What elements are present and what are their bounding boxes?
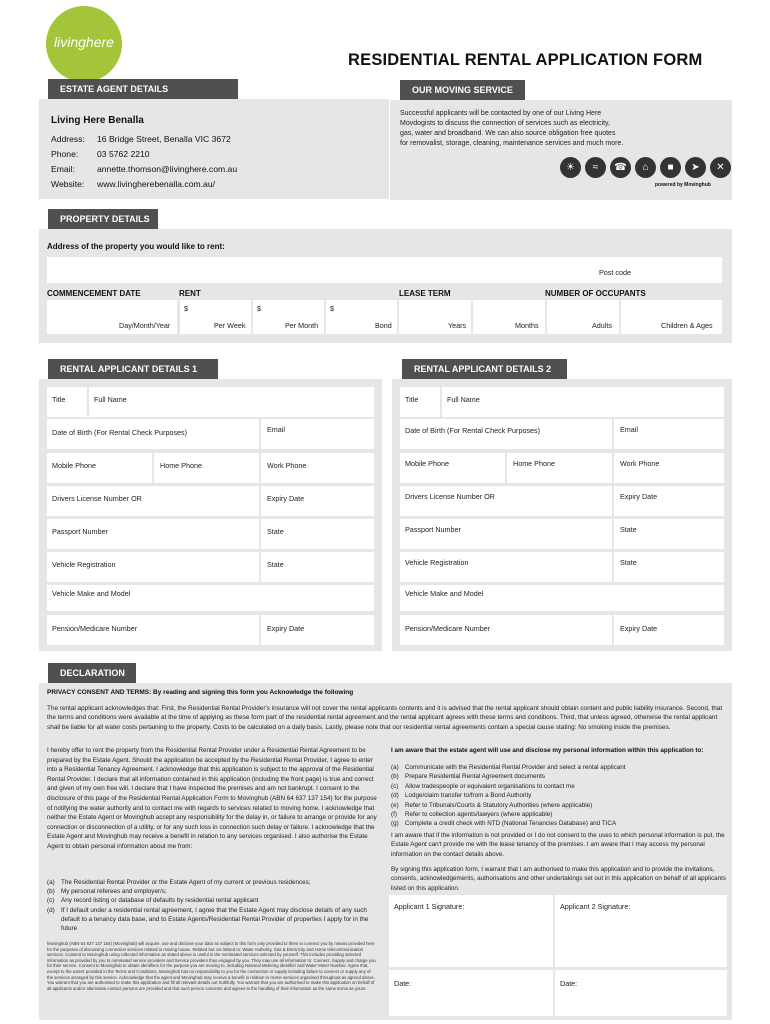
list-item: (b) My personal referees and employer/s; — [47, 888, 167, 896]
a1-title-label: Title — [52, 395, 66, 404]
declaration-panel — [39, 683, 732, 1020]
a2-mobile-label: Mobile Phone — [405, 459, 449, 468]
page-title: RESIDENTIAL RENTAL APPLICATION FORM — [348, 51, 703, 69]
moving-line-3: gas, water and broadband. We can also source obligation free quotes — [400, 130, 616, 137]
a2-work-label: Work Phone — [620, 459, 660, 468]
commencement-date-header: COMMENCEMENT DATE — [47, 289, 141, 298]
agent-name: Living Here Benalla — [51, 115, 144, 126]
a2-title-label: Title — [405, 395, 419, 404]
estate-agent-panel — [39, 99, 389, 199]
a1-license-label: Drivers License Number OR — [52, 494, 142, 503]
moving-line-1: Successful applicants will be contacted by one of our Living Here — [400, 110, 602, 117]
a2-home-label: Home Phone — [513, 459, 555, 468]
aware-heading: I am aware that the estate agent will use and disclose my personal information within this application to: — [391, 747, 704, 754]
a2-mobile-input[interactable] — [400, 453, 505, 483]
list-item: (f) Refer to collection agents/lawyers (where applicable) — [391, 811, 553, 819]
rent-header: RENT — [179, 289, 201, 298]
moving-service-panel — [390, 100, 732, 200]
applicant-1-tab: RENTAL APPLICANT DETAILS 1 — [48, 359, 218, 379]
agent-email[interactable]: annette.thomson@livinghere.com.au — [97, 164, 238, 174]
per-month-label: Per Month — [285, 321, 319, 330]
agent-email-label: Email: — [51, 164, 75, 174]
a2-license-input[interactable] — [400, 486, 612, 516]
a1-full-name-input[interactable] — [89, 387, 374, 417]
children-ages-label: Children & Ages — [661, 321, 713, 330]
aware-para: I am aware that if the information is not provided or I do not consent to the uses to which personal information is put, the Estate Agent can't provide me with the lease tenancy of the premises. I am aware that I may access my personal information on the contact details above. — [391, 832, 725, 858]
a2-pension-label: Pension/Medicare Number — [405, 624, 491, 633]
bond-label: Bond — [375, 321, 392, 330]
agent-website[interactable]: www.livingherebenalla.com.au/ — [97, 179, 215, 189]
applicant-2-date-field[interactable] — [555, 970, 727, 1016]
a2-passport-label: Passport Number — [405, 525, 461, 534]
list-item: (c) Allow tradespeople or equivalent organisations to contact me — [391, 782, 575, 790]
applicant-1-date-label: Date: — [394, 979, 412, 988]
postcode-label: Post code — [599, 268, 631, 277]
agent-website-label: Website: — [51, 179, 85, 189]
a2-full-name-input[interactable] — [442, 387, 724, 417]
home-icon: ⌂ — [635, 157, 656, 178]
a1-email-input[interactable] — [261, 419, 374, 449]
arrow-icon: ➤ — [685, 157, 706, 178]
list-item: (d) Lodge/claim transfer to/from a Bond Authority — [391, 792, 532, 800]
applicant-1-signature-label: Applicant 1 Signature: — [394, 902, 465, 911]
declaration-tab: DECLARATION — [48, 663, 136, 683]
agent-address-label: Address: — [51, 134, 85, 144]
estate-agent-tab: ESTATE AGENT DETAILS — [48, 79, 238, 99]
a1-license-expiry-label: Expiry Date — [267, 494, 305, 503]
privacy-heading: PRIVACY CONSENT AND TERMS: By reading and signing this form you Acknowledge the following — [47, 689, 354, 696]
lock-icon: ■ — [660, 157, 681, 178]
a2-pension-expiry-label: Expiry Date — [620, 624, 658, 633]
a1-pension-label: Pension/Medicare Number — [52, 624, 138, 633]
declaration-left-para: I hereby offer to rent the property from the Residential Rental Provider under a Residential Rental Agreement to be prepared by the Estate Agent. Should the application be accepted by the Residential Rental Provider, I agree to enter into a Residential Tenancy Agreement. I acknowledge that this application is subject to the approval of the Residential Rental Provider. I declare that all information contained in this application (including the front page) is true and correct and given of my own free will. I declare that I have inspected the premises and am not bankrupt. I consent to the disclosure of this page of the Residential Rental Application Form to Movinghub (ABN 64 637 137 154) for the purpose of notifying the water authority and to contact me with regards to services related to moving home. I acknowledge that neither the Estate Agent or Movinghub accept any responsibility for the delay in, or failure to arrange or provide for any connection or disconnection of a utility, or for any such loss in connection such delay or failure. I acknowledge that the Estate Agent and Movinghub may receive a benefit in relation to any services organised. I also authorise the Estate Agent to obtain personal information about me from: — [47, 747, 377, 850]
bulb-icon: ☀ — [560, 157, 581, 178]
list-item: (d) If I default under a residential rental agreement, I agree that the Estate Agent may disclose details of any such default to a tenancy data base, and to Estate Agents/Residential Rental Provider of properties I apply for in the future — [47, 906, 369, 933]
applicant-2-panel — [392, 379, 732, 651]
list-item: (b) Prepare Residential Rental Agreement documents — [391, 773, 546, 781]
a1-passport-label: Passport Number — [52, 527, 108, 536]
a2-vehicle-state-label: State — [620, 558, 637, 567]
agent-address: 16 Bridge Street, Benalla VIC 3672 — [97, 134, 231, 144]
a1-work-label: Work Phone — [267, 461, 307, 470]
a1-state-label: State — [267, 527, 284, 536]
a2-state-input[interactable] — [614, 519, 724, 549]
movinghub-fine-print: Movinghub (ABN 64 637 137 154) (Movinghub) will acquire, use and disclose your data as subject to this form only provided to them to connect you by means provided here for the purposes of discussing connection services related to moving house. Related but not limited to: Water Authority, Gas & Electricity and Home telecommunication services. Consent to Movinghub using collected information as stated above is useful in the nominated services selected by yourself. This includes providing selected information as provided by you to nominated service providers and Service providers thus engaged by you. They may use all information to: Connect, Supply and charge you for their service. Consent to Movinghub to obtain identifiers for the purpose you are moving to, including National Metering identifier and Water Meter Number. Agree that, except to the extent provided in the Terms and Conditions, Movinghub has no responsibility to you for the connection or supply including failure to connect or supply any of the services arranged by this service. Acknowledge that the agent and Movinghub may receive a benefit in relation to Home services organised throughout as agreed above. You warrant that you are authorised to make this application and fill all relevant details out truthfully. You warrant that you are authorised to make this application on behalf of all applicants and/or alternative contact persons are provided and that such person consents and agrees to the handling of their information as the same terms as yours. — [47, 941, 376, 991]
list-item: (e) Refer to Tribunals/Courts & Statutory Authorities (where applicable) — [391, 801, 593, 809]
a2-full-name-label: Full Name — [447, 395, 480, 404]
a2-email-label: Email — [620, 425, 638, 434]
wifi-icon: ≈ — [585, 157, 606, 178]
list-item: (g) Complete a credit check with NTD (National Tenancies Database) and TICA — [391, 820, 617, 828]
currency-bond: $ — [330, 304, 334, 313]
a1-dob-label: Date of Birth (For Rental Check Purposes) — [52, 428, 188, 437]
phone-icon: ☎ — [610, 157, 631, 178]
currency-month: $ — [257, 304, 261, 313]
day-month-year-label: Day/Month/Year — [119, 321, 171, 330]
years-label: Years — [448, 321, 467, 330]
agent-phone: 03 5762 2210 — [97, 149, 150, 159]
a1-home-label: Home Phone — [160, 461, 202, 470]
list-item: (a) Communicate with the Residential Rental Provider and select a rental applicant — [391, 764, 626, 771]
address-label: Address of the property you would like to rent: — [47, 242, 225, 251]
a2-home-input[interactable] — [507, 453, 612, 483]
declaration-right-list — [391, 763, 727, 829]
property-details-tab: PROPERTY DETAILS — [48, 209, 158, 229]
moving-line-2: Movdogists to discuss the connection of services such as electricity, — [400, 120, 610, 127]
applicant-2-tab: RENTAL APPLICANT DETAILS 2 — [402, 359, 567, 379]
adults-label: Adults — [592, 321, 612, 330]
powered-by-movinghub: powered by Movinghub — [655, 182, 711, 188]
list-item: (a) The Residential Rental Provider or the Estate Agent of my current or previous residences; — [47, 879, 311, 886]
tools-icon: ✕ — [710, 157, 731, 178]
per-week-label: Per Week — [214, 321, 246, 330]
a1-mobile-label: Mobile Phone — [52, 461, 96, 470]
a2-dob-label: Date of Birth (For Rental Check Purposes) — [405, 426, 541, 435]
a2-license-label: Drivers License Number OR — [405, 492, 495, 501]
a2-vehicle-state-input[interactable] — [614, 552, 724, 582]
a1-vehicle-reg-label: Vehicle Registration — [52, 560, 116, 569]
months-label: Months — [515, 321, 539, 330]
applicant-1-panel — [39, 379, 382, 651]
a2-license-expiry-input[interactable] — [614, 486, 724, 516]
applicant-2-signature-label: Applicant 2 Signature: — [560, 902, 631, 911]
a1-vehicle-make-label: Vehicle Make and Model — [52, 589, 131, 598]
moving-service-tab: OUR MOVING SERVICE — [400, 80, 525, 100]
a2-license-expiry-label: Expiry Date — [620, 492, 658, 501]
a1-pension-expiry-label: Expiry Date — [267, 624, 305, 633]
declaration-left-list — [47, 878, 377, 933]
list-item: (c) Any record listing or database of defaults by residential rental applicant — [47, 897, 259, 905]
applicant-2-date-label: Date: — [560, 979, 578, 988]
lease-term-header: LEASE TERM — [399, 289, 451, 298]
occupants-header: NUMBER OF OCCUPANTS — [545, 289, 646, 298]
a2-vehicle-make-label: Vehicle Make and Model — [405, 589, 484, 598]
a2-passport-input[interactable] — [400, 519, 612, 549]
currency-week: $ — [184, 304, 188, 313]
a2-work-input[interactable] — [614, 453, 724, 483]
a1-full-name-label: Full Name — [94, 395, 127, 404]
a2-state-label: State — [620, 525, 637, 534]
a2-vehicle-reg-input[interactable] — [400, 552, 612, 582]
moving-line-4: for removalist, storage, cleaning, maintenance services and much more. — [400, 140, 624, 147]
a1-email-label: Email — [267, 425, 285, 434]
applicant-1-date-field[interactable] — [389, 970, 553, 1016]
a2-vehicle-reg-label: Vehicle Registration — [405, 558, 469, 567]
agent-phone-label: Phone: — [51, 149, 79, 159]
a1-vehicle-state-label: State — [267, 560, 284, 569]
sign-para: By signing this application form, I warrant that I am authorised to make this application and to provide the invitations, consents, acknowledgements, authorisations and other undertakings set out in this application on behalf of all applicants listed on this application. — [391, 866, 726, 892]
declaration-para-1: The rental applicant acknowledges that: First, the Residential Rental Provider's insurance will not cover the rental applicants contents and it is advised that the rental applicant should obtain content and public liability insurance. Second, that the terms and conditions were available at the time of applying as these form part of the residential rental agreement and the rental applicant agrees with these terms and conditions. Third, that unless agreed, otherwise the rental applicant shall be liable for all water costs pertaining to the property. Costs to be calculated on a daily basis. Lastly, please note that our residential rental agreements contain a special cause stating: No smoking inside the premises. — [47, 705, 723, 731]
a2-email-input[interactable] — [614, 419, 724, 449]
property-panel — [39, 229, 732, 343]
living-here-logo: livinghere — [46, 6, 122, 82]
